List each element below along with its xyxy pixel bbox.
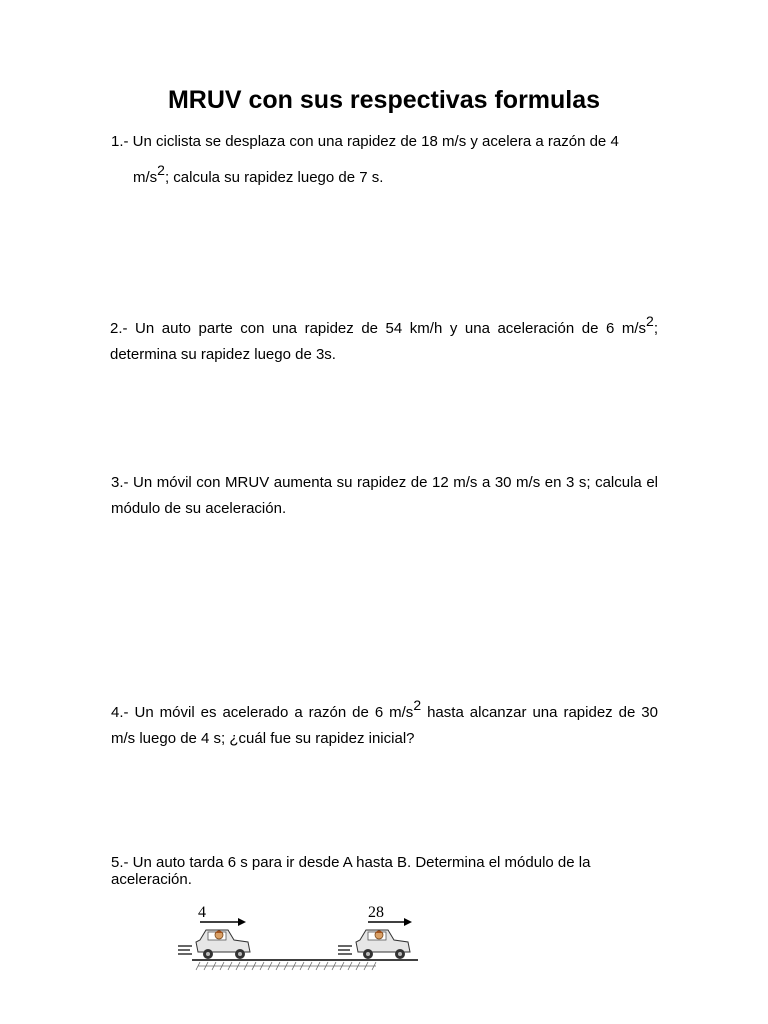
speed-label-a: 4 — [198, 904, 206, 921]
ground-icon — [192, 960, 418, 970]
exponent: 2 — [157, 162, 165, 178]
exponent: 2 — [646, 313, 654, 329]
exponent: 2 — [413, 697, 422, 713]
motion-diagram — [170, 898, 430, 980]
page-title: MRUV con sus respectivas formulas — [167, 86, 601, 114]
problem-1-line-2: $m/s^2$; calcula su rapidez luego de 7 s. — [133, 162, 384, 186]
problem-1-line-1: 1.- Un ciclista se desplaza con una rapidez de 18 m/s y acelera a razón de 4 — [111, 133, 619, 150]
problem-2: 2.- Un auto parte con una rapidez de 54 km/h y una aceleración de 6 $m/s^2$; determina su rapidez luego de 3s. — [110, 313, 658, 363]
problem-5: 5.- Un auto tarda 6 s para ir desde A hasta B. Determina el módulo de la aceleración. — [111, 854, 591, 888]
speed-label-b: 28 — [368, 904, 384, 921]
arrow-right-icon — [200, 918, 246, 926]
car-icon — [338, 930, 410, 959]
problem-3: 3.- Un móvil con MRUV aumenta su rapidez de 12 m/s a 30 m/s en 3 s; calcula el módulo de su aceleración. — [111, 474, 658, 517]
problem-1 — [111, 124, 658, 196]
car-icon — [178, 930, 250, 959]
problem-4: 4.- Un móvil es acelerado a razón de 6 $m/s^2$ hasta alcanzar una rapidez de 30 m/s luego de 4 s; ¿cuál fue su rapidez inicial? — [111, 697, 658, 747]
